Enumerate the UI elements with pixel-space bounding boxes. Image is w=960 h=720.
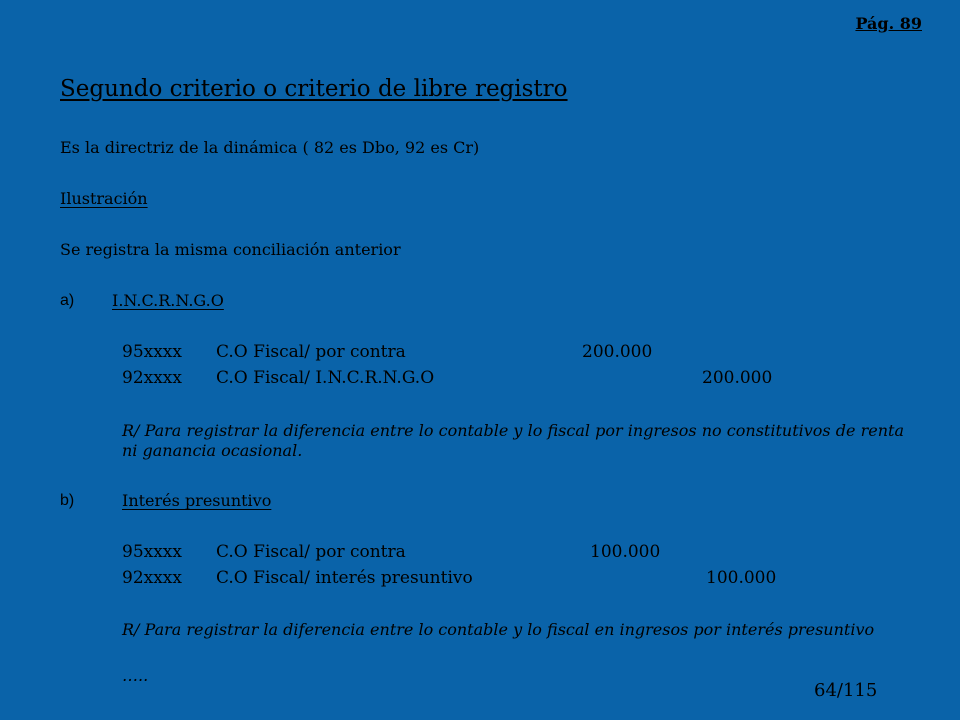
entry-description: C.O Fiscal/ por contra: [216, 342, 406, 362]
entry-description: C.O Fiscal/ por contra: [216, 542, 406, 562]
intro-text: Se registra la misma conciliación anterior: [60, 240, 401, 259]
journal-entry-row: [122, 568, 822, 590]
entry-debit-amount: 200.000: [582, 342, 653, 362]
journal-entry-row: [122, 542, 822, 564]
entry-code: 92xxxx: [122, 568, 182, 588]
entry-code: 95xxxx: [122, 542, 182, 562]
entry-code: 95xxxx: [122, 342, 182, 362]
journal-entry-row: [122, 342, 822, 364]
entry-description: C.O Fiscal/ interés presuntivo: [216, 568, 473, 588]
entry-debit-amount: 100.000: [590, 542, 661, 562]
continuation-ellipsis: …..: [122, 666, 149, 685]
slide-title: Segundo criterio o criterio de libre registro: [60, 76, 568, 102]
page-number: Pág. 89: [855, 14, 922, 33]
section-a-note: R/ Para registrar la diferencia entre lo contable y lo fiscal por ingresos no constitutivos de renta ni ganancia ocasional.: [122, 421, 904, 460]
section-a-letter: a): [60, 292, 75, 309]
directive-text: Es la directriz de la dinámica ( 82 es Dbo, 92 es Cr): [60, 138, 480, 157]
journal-entry-row: [122, 368, 822, 390]
slide-counter: 64/115: [814, 680, 878, 701]
illustration-heading: Ilustración: [60, 189, 148, 208]
section-a-label: I.N.C.R.N.G.O: [112, 291, 224, 310]
section-b-note: R/ Para registrar la diferencia entre lo contable y lo fiscal en ingresos por interés presuntivo: [122, 620, 875, 639]
section-b-label: Interés presuntivo: [122, 491, 272, 510]
entry-code: 92xxxx: [122, 368, 182, 388]
entry-description: C.O Fiscal/ I.N.C.R.N.G.O: [216, 368, 435, 388]
entry-credit-amount: 100.000: [706, 568, 777, 588]
section-b-letter: b): [60, 492, 75, 509]
entry-credit-amount: 200.000: [702, 368, 773, 388]
